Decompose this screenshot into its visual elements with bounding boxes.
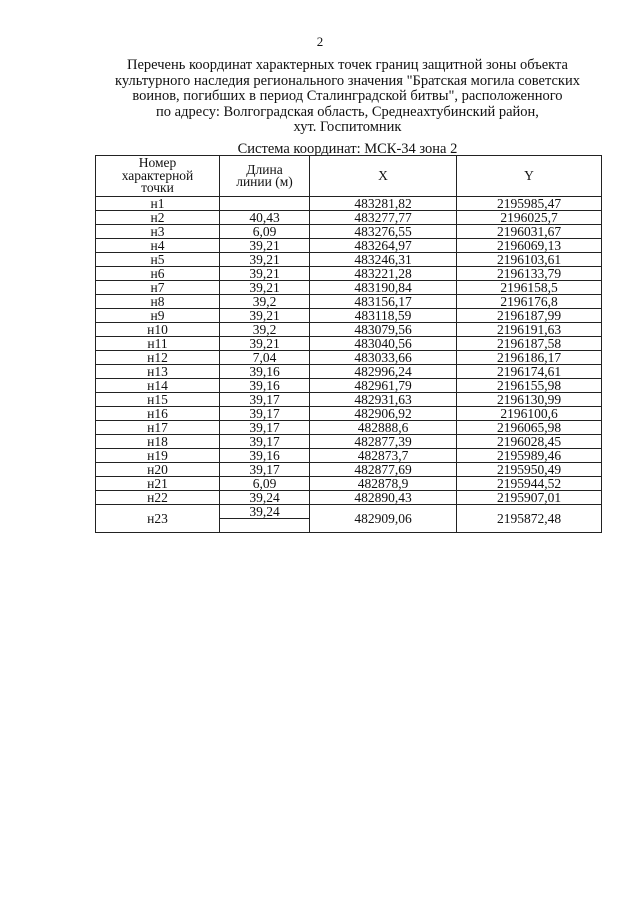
- y-cell: 2196174,61: [457, 365, 602, 379]
- table-row: [96, 477, 602, 491]
- table-row: [96, 239, 602, 253]
- y-cell: 2196187,58: [457, 337, 602, 351]
- header-point-number: [96, 156, 220, 197]
- table-row: [96, 365, 602, 379]
- line-length-cell: [220, 197, 310, 211]
- y-cell: 2196130,99: [457, 393, 602, 407]
- table-row: [96, 393, 602, 407]
- point-name-cell: н14: [96, 379, 220, 393]
- point-name-cell: н23: [96, 505, 220, 533]
- line-length-cell: 39,21: [220, 239, 310, 253]
- point-name-cell: н9: [96, 309, 220, 323]
- y-cell: 2195872,48: [457, 505, 602, 533]
- coordinate-system-label: Система координат: МСК-34 зона 2: [237, 141, 458, 157]
- table-row: [96, 351, 602, 365]
- y-cell: 2196100,6: [457, 407, 602, 421]
- y-cell: 2195944,52: [457, 477, 602, 491]
- y-cell: 2196158,5: [457, 281, 602, 295]
- header-line-length: [220, 156, 310, 197]
- x-cell: 483118,59: [310, 309, 457, 323]
- x-cell: 482878,9: [310, 477, 457, 491]
- line-length-cell: 39,16: [220, 379, 310, 393]
- x-cell: 483246,31: [310, 253, 457, 267]
- table-row: [96, 309, 602, 323]
- x-cell: 482909,06: [310, 505, 457, 533]
- x-cell: 482873,7: [310, 449, 457, 463]
- line-length-cell: 39,2: [220, 323, 310, 337]
- y-cell: 2196069,13: [457, 239, 602, 253]
- x-cell: 483079,56: [310, 323, 457, 337]
- point-name-cell: н11: [96, 337, 220, 351]
- header-text: точки: [141, 180, 174, 196]
- x-cell: 483156,17: [310, 295, 457, 309]
- point-name-cell: н2: [96, 211, 220, 225]
- line-length-cell: 39,2: [220, 295, 310, 309]
- table-row: [96, 211, 602, 225]
- x-cell: 482877,39: [310, 435, 457, 449]
- x-cell: 482996,24: [310, 365, 457, 379]
- line-length-cell: 39,17: [220, 393, 310, 407]
- line-length-cell: 6,09: [220, 477, 310, 491]
- table-row: [96, 267, 602, 281]
- table-row: [96, 337, 602, 351]
- header-x: X: [310, 156, 457, 197]
- y-cell: 2196031,67: [457, 225, 602, 239]
- table-row: [96, 281, 602, 295]
- x-cell: 482888,6: [310, 421, 457, 435]
- line-length-cell: 39,24: [220, 491, 310, 505]
- line-length-cell: 40,43: [220, 211, 310, 225]
- y-cell: 2196191,63: [457, 323, 602, 337]
- table-row: [96, 407, 602, 421]
- heading-line: хут. Госпитомник: [293, 119, 402, 135]
- y-cell: 2195950,49: [457, 463, 602, 477]
- y-cell: 2196186,17: [457, 351, 602, 365]
- header-text: линии (м): [236, 174, 293, 189]
- line-length-cell: 39,17: [220, 463, 310, 477]
- table-row: [96, 463, 602, 477]
- y-cell: 2195985,47: [457, 197, 602, 211]
- header-y: Y: [457, 156, 602, 197]
- y-cell: 2196065,98: [457, 421, 602, 435]
- point-name-cell: н19: [96, 449, 220, 463]
- point-name-cell: н15: [96, 393, 220, 407]
- y-cell: 2196187,99: [457, 309, 602, 323]
- y-cell: 2196025,7: [457, 211, 602, 225]
- point-name-cell: н21: [96, 477, 220, 491]
- x-cell: 483281,82: [310, 197, 457, 211]
- heading-line: по адресу: Волгоградская область, Среднеахтубинский район,: [156, 103, 539, 120]
- point-name-cell: н16: [96, 407, 220, 421]
- x-cell: 483033,66: [310, 351, 457, 365]
- heading-line: культурного наследия регионального значения "Братская могила советских: [115, 72, 580, 89]
- table-row: [96, 449, 602, 463]
- x-cell: 482890,43: [310, 491, 457, 505]
- table-header-row: [96, 156, 602, 197]
- y-cell: 2196103,61: [457, 253, 602, 267]
- table-row: [96, 491, 602, 505]
- x-cell: 483040,56: [310, 337, 457, 351]
- line-length-cell: 39,21: [220, 253, 310, 267]
- table-row: [96, 225, 602, 239]
- x-cell: 482961,79: [310, 379, 457, 393]
- y-cell: 2196176,8: [457, 295, 602, 309]
- line-length-cell: 6,09: [220, 225, 310, 239]
- line-length-cell: 39,21: [220, 337, 310, 351]
- coordinates-table-body: [96, 197, 602, 533]
- line-length-cell: 39,17: [220, 407, 310, 421]
- point-name-cell: н1: [96, 197, 220, 211]
- heading-line: Перечень координат характерных точек границ защитной зоны объекта: [127, 57, 568, 73]
- table-row: [96, 379, 602, 393]
- line-length-cell: 39,16: [220, 449, 310, 463]
- table-row: [96, 323, 602, 337]
- x-cell: 483276,55: [310, 225, 457, 239]
- heading-line: воинов, погибших в период Сталинградской битвы", расположенного: [132, 88, 563, 104]
- line-length-cell: 39,21: [220, 309, 310, 323]
- table-row: [96, 295, 602, 309]
- point-name-cell: н10: [96, 323, 220, 337]
- document-heading: [95, 58, 600, 136]
- point-name-cell: н20: [96, 463, 220, 477]
- header-text: Номер: [138, 155, 177, 171]
- line-length-cell: [220, 519, 310, 533]
- y-cell: 2195989,46: [457, 449, 602, 463]
- y-cell: 2196028,45: [457, 435, 602, 449]
- coordinates-table: [95, 155, 602, 533]
- line-length-cell: 39,21: [220, 281, 310, 295]
- point-name-cell: н6: [96, 267, 220, 281]
- y-cell: 2196155,98: [457, 379, 602, 393]
- line-length-cell: 39,24: [220, 505, 310, 519]
- y-cell: 2196133,79: [457, 267, 602, 281]
- x-cell: 483264,97: [310, 239, 457, 253]
- x-cell: 483277,77: [310, 211, 457, 225]
- header-text: Длина: [246, 161, 283, 177]
- line-length-cell: 7,04: [220, 351, 310, 365]
- line-length-cell: 39,21: [220, 267, 310, 281]
- point-name-cell: н22: [96, 491, 220, 505]
- line-length-cell: 39,16: [220, 365, 310, 379]
- x-cell: 482906,92: [310, 407, 457, 421]
- x-cell: 482877,69: [310, 463, 457, 477]
- line-length-cell: 39,17: [220, 421, 310, 435]
- table-row: [96, 505, 602, 519]
- point-name-cell: н3: [96, 225, 220, 239]
- table-row: [96, 253, 602, 267]
- point-name-cell: н7: [96, 281, 220, 295]
- point-name-cell: н18: [96, 435, 220, 449]
- table-row: [96, 421, 602, 435]
- header-text: характерной: [121, 167, 194, 183]
- x-cell: 483221,28: [310, 267, 457, 281]
- point-name-cell: н17: [96, 421, 220, 435]
- point-name-cell: н4: [96, 239, 220, 253]
- table-row: [96, 435, 602, 449]
- page-number: 2: [316, 34, 324, 49]
- point-name-cell: н5: [96, 253, 220, 267]
- x-cell: 482931,63: [310, 393, 457, 407]
- point-name-cell: н8: [96, 295, 220, 309]
- line-length-cell: 39,17: [220, 435, 310, 449]
- point-name-cell: н13: [96, 365, 220, 379]
- y-cell: 2195907,01: [457, 491, 602, 505]
- table-row: [96, 197, 602, 211]
- x-cell: 483190,84: [310, 281, 457, 295]
- point-name-cell: н12: [96, 351, 220, 365]
